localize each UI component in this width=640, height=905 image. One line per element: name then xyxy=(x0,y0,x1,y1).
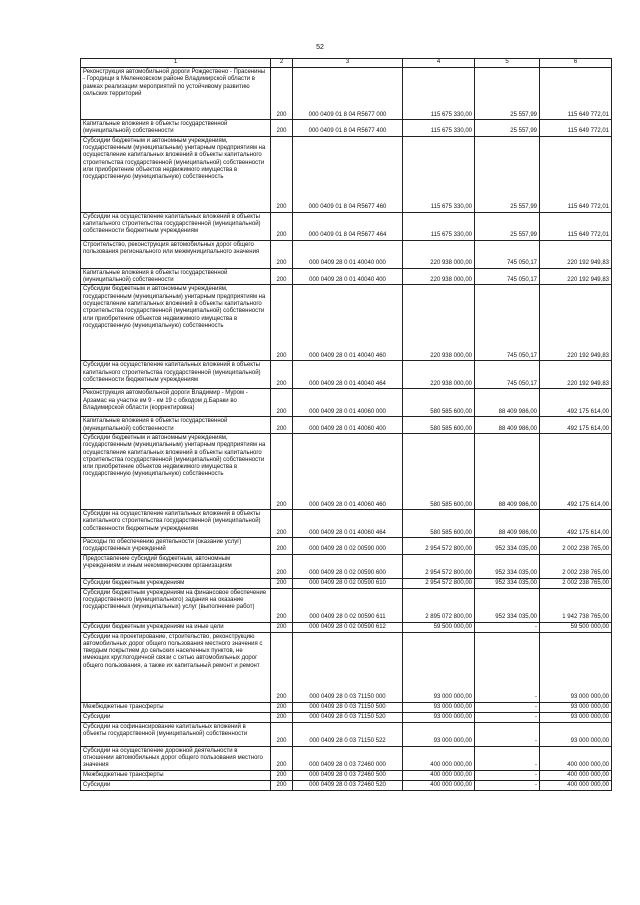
table-row xyxy=(81,417,612,434)
row-name-cell xyxy=(81,770,271,780)
row-executed-amount-cell: - xyxy=(475,780,540,790)
table-row xyxy=(81,120,612,137)
row-classifier-cell: 000 0409 28 0 01 40040 000 xyxy=(293,240,403,268)
row-name-cell xyxy=(81,285,271,361)
table-row xyxy=(81,632,612,702)
row-executed-amount-cell: 25 557,99 xyxy=(475,136,540,212)
budget-table xyxy=(80,58,612,791)
row-remaining-amount-cell: 93 000 000,00 xyxy=(540,722,612,746)
row-name-text: Межбюджетные трансферты xyxy=(83,703,164,710)
row-approved-amount-cell: 2 954 572 800,00 xyxy=(403,578,475,588)
row-code-cell: 200 xyxy=(271,212,293,240)
table-row xyxy=(81,722,612,746)
row-name-text: Реконструкция автомобильной дороги Рождествено - Прасенины - Городищи в Меленковском районе Владимирской области в рамках реализации мероприятий по устойчивому развитию сельских территорий xyxy=(83,69,266,97)
row-classifier-cell: 000 0409 01 8 04 R5677 000 xyxy=(293,68,403,120)
row-executed-amount-cell: 88 409 986,00 xyxy=(475,417,540,434)
row-executed-amount-cell: 88 409 986,00 xyxy=(475,433,540,509)
row-name-text: Субсидии бюджетным и автономным учреждениям, государственным (муниципальным) унитарным предприятиям на осуществление капитальных вложений в объекты капитального строительства государственной (муниципальной) собственности или приобретение объектов недвижимого имущества в государственную (муниципальную) собственность xyxy=(83,137,266,181)
row-name-text: Субсидии бюджетным учреждениям xyxy=(83,579,185,586)
row-name-text: Предоставление субсидий бюджетным, автономным учреждениям и иным некоммерческим организациям xyxy=(83,555,232,569)
row-code-cell: 200 xyxy=(271,578,293,588)
row-name-text: Субсидии бюджетным учреждениям на финансовое обеспечение государственного (муниципального) задания на оказание государственных (муниципальных) услуг (выполнение работ) xyxy=(83,589,267,611)
row-name-cell xyxy=(81,722,271,746)
row-remaining-amount-cell: 220 192 949,83 xyxy=(540,285,612,361)
row-executed-amount-cell: 952 334 035,00 xyxy=(475,537,540,554)
table-row xyxy=(81,746,612,770)
table-row xyxy=(81,537,612,554)
row-classifier-cell: 000 0409 28 0 02 00590 612 xyxy=(293,622,403,632)
row-executed-amount-cell: 25 557,99 xyxy=(475,68,540,120)
row-classifier-cell: 000 0409 28 0 01 40040 400 xyxy=(293,268,403,285)
row-remaining-amount-cell: 400 000 000,00 xyxy=(540,746,612,770)
row-approved-amount-cell: 93 000 000,00 xyxy=(403,722,475,746)
row-code-cell: 200 xyxy=(271,588,293,622)
row-approved-amount-cell: 115 675 330,00 xyxy=(403,212,475,240)
row-executed-amount-cell: - xyxy=(475,770,540,780)
row-name-cell xyxy=(81,622,271,632)
row-code-cell: 200 xyxy=(271,537,293,554)
row-classifier-cell: 000 0409 28 0 02 00590 000 xyxy=(293,537,403,554)
row-code-cell: 200 xyxy=(271,702,293,712)
row-approved-amount-cell: 115 675 330,00 xyxy=(403,136,475,212)
row-name-text: Межбюджетные трансферты xyxy=(83,771,164,778)
table-row xyxy=(81,622,612,632)
row-approved-amount-cell: 220 938 000,00 xyxy=(403,361,475,389)
row-code-cell: 200 xyxy=(271,722,293,746)
row-remaining-amount-cell: 2 002 238 765,00 xyxy=(540,537,612,554)
row-classifier-cell: 000 0409 28 0 01 40060 464 xyxy=(293,509,403,537)
table-row xyxy=(81,780,612,790)
row-approved-amount-cell: 400 000 000,00 xyxy=(403,780,475,790)
row-classifier-cell: 000 0409 28 0 03 72460 000 xyxy=(293,746,403,770)
row-executed-amount-cell: - xyxy=(475,746,540,770)
row-name-text: Субсидии на осуществление капитальных вложений в объекты капитального строительства государственной (муниципальной) собственности бюджетным учреждениям xyxy=(83,362,261,383)
row-remaining-amount-cell: 492 175 614,00 xyxy=(540,509,612,537)
row-executed-amount-cell: 952 334 035,00 xyxy=(475,588,540,622)
row-executed-amount-cell: 25 557,99 xyxy=(475,212,540,240)
column-header: 5 xyxy=(475,59,540,68)
row-classifier-cell: 000 0409 28 0 03 72460 520 xyxy=(293,780,403,790)
row-classifier-cell: 000 0409 28 0 01 40040 460 xyxy=(293,285,403,361)
row-name-text: Субсидии на осуществление капитальных вложений в объекты капитального строительства государственной (муниципальной) собственности бюджетным учреждениям xyxy=(83,213,261,235)
row-name-text: Субсидии бюджетным и автономным учреждениям, государственным (муниципальным) унитарным предприятиям на осуществление капитальных вложений в объекты капитального строительства государственной (муниципальной) собственности или приобретение объектов недвижимого имущества в государственную (муниципальную) собственность xyxy=(83,286,266,329)
row-executed-amount-cell: 745 050,17 xyxy=(475,268,540,285)
row-remaining-amount-cell: 2 002 238 765,00 xyxy=(540,578,612,588)
row-name-cell xyxy=(81,120,271,137)
row-code-cell: 200 xyxy=(271,285,293,361)
row-classifier-cell: 000 0409 01 8 04 R5677 464 xyxy=(293,212,403,240)
row-remaining-amount-cell: 1 942 738 765,00 xyxy=(540,588,612,622)
row-name-text: Капитальные вложения в объекты государственной (муниципальной) собственности xyxy=(83,121,228,135)
row-code-cell: 200 xyxy=(271,712,293,722)
table-row xyxy=(81,770,612,780)
row-approved-amount-cell: 93 000 000,00 xyxy=(403,632,475,702)
row-name-cell xyxy=(81,746,271,770)
row-name-text: Капитальные вложения в объекты государственной (муниципальной) собственности xyxy=(83,269,228,283)
table-row xyxy=(81,212,612,240)
row-name-text: Субсидии бюджетным и автономным учреждениям, государственным (муниципальным) унитарным предприятиям на осуществление капитальных вложений в объекты капитального строительства государственной (муниципальной) собственности или приобретение объектов недвижимого имущества в государственную (муниципальную) собственность xyxy=(83,434,266,478)
row-executed-amount-cell: - xyxy=(475,722,540,746)
row-executed-amount-cell: 88 409 986,00 xyxy=(475,509,540,537)
row-name-cell xyxy=(81,212,271,240)
table-row xyxy=(81,285,612,361)
row-name-text: Строительство, реконструкция автомобильных дорог общего пользования регионального или межмуниципального значения xyxy=(83,241,260,255)
row-code-cell: 200 xyxy=(271,361,293,389)
table-row xyxy=(81,433,612,509)
table-row xyxy=(81,554,612,578)
row-remaining-amount-cell: 115 649 772,01 xyxy=(540,212,612,240)
row-name-text: Субсидии на осуществление капитальных вложений в объекты капитального строительства государственной (муниципальной) собственности бюджетным учреждениям xyxy=(83,510,261,532)
row-classifier-cell: 000 0409 28 0 03 71150 520 xyxy=(293,712,403,722)
row-classifier-cell: 000 0409 28 0 01 40060 400 xyxy=(293,417,403,434)
row-approved-amount-cell: 2 895 072 800,00 xyxy=(403,588,475,622)
column-header: 2 xyxy=(271,59,293,68)
row-remaining-amount-cell: 115 649 772,01 xyxy=(540,120,612,137)
row-name-cell xyxy=(81,588,271,622)
row-code-cell: 200 xyxy=(271,240,293,268)
row-approved-amount-cell: 400 000 000,00 xyxy=(403,770,475,780)
row-name-cell xyxy=(81,417,271,434)
row-name-text: Реконструкция автомобильной дороги Владимир - Муром - Арзамас на участке км 9 - км 19 с обходом д.Бараки во Владимирской области (корректировка) xyxy=(83,390,248,411)
column-header: 1 xyxy=(81,59,271,68)
row-approved-amount-cell: 220 938 000,00 xyxy=(403,285,475,361)
row-name-cell xyxy=(81,578,271,588)
row-approved-amount-cell: 93 000 000,00 xyxy=(403,702,475,712)
row-remaining-amount-cell: 220 192 949,83 xyxy=(540,361,612,389)
row-classifier-cell: 000 0409 01 8 04 R5677 400 xyxy=(293,120,403,137)
table-row xyxy=(81,268,612,285)
row-approved-amount-cell: 115 675 330,00 xyxy=(403,120,475,137)
row-code-cell: 200 xyxy=(271,417,293,434)
row-name-cell xyxy=(81,537,271,554)
row-name-cell xyxy=(81,433,271,509)
row-classifier-cell: 000 0409 28 0 03 71150 500 xyxy=(293,702,403,712)
row-classifier-cell: 000 0409 28 0 02 00590 610 xyxy=(293,578,403,588)
row-code-cell: 200 xyxy=(271,554,293,578)
row-code-cell: 200 xyxy=(271,136,293,212)
row-approved-amount-cell: 400 000 000,00 xyxy=(403,746,475,770)
row-code-cell: 200 xyxy=(271,509,293,537)
row-executed-amount-cell: - xyxy=(475,632,540,702)
row-remaining-amount-cell: 93 000 000,00 xyxy=(540,632,612,702)
row-executed-amount-cell: 745 050,17 xyxy=(475,240,540,268)
row-approved-amount-cell: 59 500 000,00 xyxy=(403,622,475,632)
row-remaining-amount-cell: 220 192 949,83 xyxy=(540,268,612,285)
row-name-cell xyxy=(81,361,271,389)
row-approved-amount-cell: 580 585 600,00 xyxy=(403,509,475,537)
row-name-cell xyxy=(81,780,271,790)
row-name-cell xyxy=(81,702,271,712)
column-header: 3 xyxy=(293,59,403,68)
table-row xyxy=(81,702,612,712)
row-remaining-amount-cell: 93 000 000,00 xyxy=(540,712,612,722)
row-remaining-amount-cell: 2 002 238 765,00 xyxy=(540,554,612,578)
row-code-cell: 200 xyxy=(271,770,293,780)
row-remaining-amount-cell: 93 000 000,00 xyxy=(540,702,612,712)
row-approved-amount-cell: 93 000 000,00 xyxy=(403,712,475,722)
table-row xyxy=(81,509,612,537)
table-row xyxy=(81,588,612,622)
row-classifier-cell: 000 0409 28 0 01 40060 460 xyxy=(293,433,403,509)
row-approved-amount-cell: 580 585 600,00 xyxy=(403,433,475,509)
row-executed-amount-cell: 745 050,17 xyxy=(475,285,540,361)
row-approved-amount-cell: 115 675 330,00 xyxy=(403,68,475,120)
row-classifier-cell: 000 0409 28 0 03 71150 000 xyxy=(293,632,403,702)
row-classifier-cell: 000 0409 28 0 01 40040 464 xyxy=(293,361,403,389)
row-code-cell: 200 xyxy=(271,120,293,137)
row-executed-amount-cell: - xyxy=(475,702,540,712)
table-row xyxy=(81,240,612,268)
row-remaining-amount-cell: 220 192 949,83 xyxy=(540,240,612,268)
row-name-text: Субсидии на софинансирование капитальных вложений в объекты государственной (муниципальной) собственности xyxy=(83,723,248,737)
column-header: 6 xyxy=(540,59,612,68)
row-remaining-amount-cell: 115 649 772,01 xyxy=(540,136,612,212)
row-remaining-amount-cell: 59 500 000,00 xyxy=(540,622,612,632)
table-row xyxy=(81,389,612,417)
page-number: 52 xyxy=(316,44,324,51)
row-executed-amount-cell: - xyxy=(475,622,540,632)
row-name-cell xyxy=(81,509,271,537)
table-header-row xyxy=(81,59,612,68)
row-code-cell: 200 xyxy=(271,433,293,509)
row-name-cell xyxy=(81,712,271,722)
row-remaining-amount-cell: 492 175 614,00 xyxy=(540,389,612,417)
row-remaining-amount-cell: 400 000 000,00 xyxy=(540,770,612,780)
row-code-cell: 200 xyxy=(271,780,293,790)
row-name-cell xyxy=(81,68,271,120)
row-code-cell: 200 xyxy=(271,268,293,285)
row-code-cell: 200 xyxy=(271,68,293,120)
table-row xyxy=(81,68,612,120)
row-name-text: Субсидии на осуществление дорожной деятельности в отношении автомобильных дорог общего пользования местного значения xyxy=(83,747,263,769)
row-classifier-cell: 000 0409 28 0 01 40060 000 xyxy=(293,389,403,417)
row-code-cell: 200 xyxy=(271,746,293,770)
row-name-cell xyxy=(81,136,271,212)
table-row xyxy=(81,712,612,722)
row-name-text: Субсидии xyxy=(83,713,111,720)
row-remaining-amount-cell: 400 000 000,00 xyxy=(540,780,612,790)
row-classifier-cell: 000 0409 28 0 02 00590 611 xyxy=(293,588,403,622)
row-classifier-cell: 000 0409 28 0 02 00590 600 xyxy=(293,554,403,578)
row-name-cell xyxy=(81,632,271,702)
row-approved-amount-cell: 580 585 600,00 xyxy=(403,417,475,434)
row-executed-amount-cell: 25 557,99 xyxy=(475,120,540,137)
row-code-cell: 200 xyxy=(271,632,293,702)
row-name-cell xyxy=(81,268,271,285)
table-row xyxy=(81,361,612,389)
row-name-cell xyxy=(81,240,271,268)
row-name-text: Субсидии бюджетным учреждениям на иные цели xyxy=(83,623,224,630)
row-name-text: Субсидии на проектирование, строительство, реконструкцию автомобильных дорог общего пользования местного значения с твердым покрытием до сельских населенных пунктов, не имеющих круглогодичной связи с сетью автомобильных дорог общего пользования, а также их капитальный ремонт и ремонт xyxy=(83,633,263,669)
row-approved-amount-cell: 580 585 600,00 xyxy=(403,389,475,417)
row-executed-amount-cell: - xyxy=(475,712,540,722)
row-classifier-cell: 000 0409 28 0 03 72460 500 xyxy=(293,770,403,780)
row-name-cell xyxy=(81,389,271,417)
row-approved-amount-cell: 220 938 000,00 xyxy=(403,268,475,285)
table-row xyxy=(81,578,612,588)
row-name-text: Капитальные вложения в объекты государственной (муниципальной) собственности xyxy=(83,418,228,432)
row-name-text: Субсидии xyxy=(83,781,111,788)
row-executed-amount-cell: 88 409 986,00 xyxy=(475,389,540,417)
row-executed-amount-cell: 952 334 035,00 xyxy=(475,554,540,578)
row-approved-amount-cell: 2 954 572 800,00 xyxy=(403,554,475,578)
row-remaining-amount-cell: 492 175 614,00 xyxy=(540,417,612,434)
row-classifier-cell: 000 0409 28 0 03 71150 522 xyxy=(293,722,403,746)
row-approved-amount-cell: 2 954 572 800,00 xyxy=(403,537,475,554)
row-executed-amount-cell: 952 334 035,00 xyxy=(475,578,540,588)
row-code-cell: 200 xyxy=(271,622,293,632)
row-code-cell: 200 xyxy=(271,389,293,417)
row-name-cell xyxy=(81,554,271,578)
table-row xyxy=(81,136,612,212)
column-header: 4 xyxy=(403,59,475,68)
row-executed-amount-cell: 745 050,17 xyxy=(475,361,540,389)
row-remaining-amount-cell: 115 649 772,01 xyxy=(540,68,612,120)
row-classifier-cell: 000 0409 01 8 04 R5677 460 xyxy=(293,136,403,212)
row-name-text: Расходы по обеспечению деятельности (оказание услуг) государственных учреждений xyxy=(83,538,242,553)
row-approved-amount-cell: 220 938 000,00 xyxy=(403,240,475,268)
row-remaining-amount-cell: 492 175 614,00 xyxy=(540,433,612,509)
